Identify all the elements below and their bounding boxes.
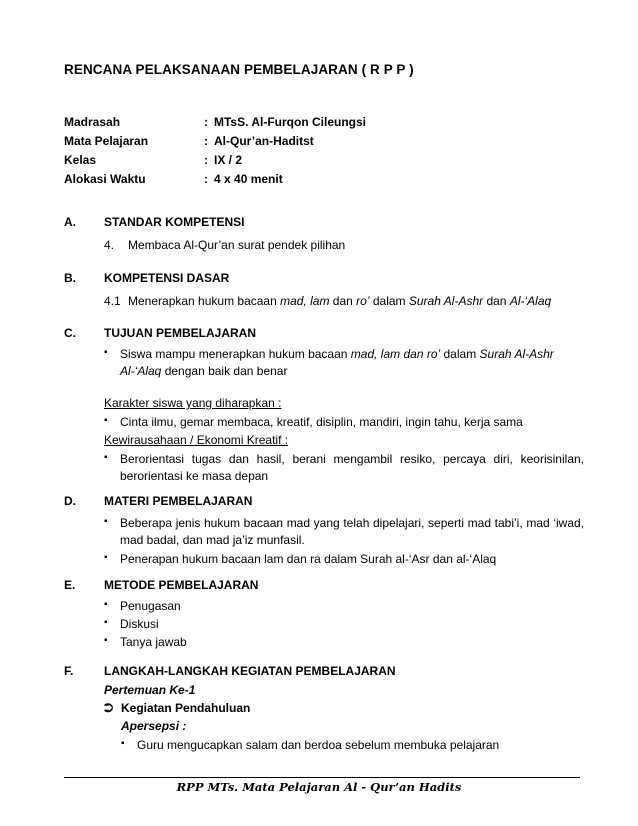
bullet-icon: ▪ (104, 635, 108, 646)
info-label: Mata Pelajaran (64, 134, 149, 148)
metode-text: Penugasan (120, 599, 181, 613)
info-separator: : (204, 134, 208, 148)
pertemuan-label: Pertemuan Ke-1 (104, 683, 196, 697)
item-text: dalam (369, 294, 409, 308)
info-table (64, 115, 366, 191)
info-row-kelas (64, 153, 366, 172)
info-row-mata-pelajaran (64, 134, 366, 153)
section-title: METODE PEMBELAJARAN (104, 578, 259, 592)
item-text: Menerapkan hukum bacaan (128, 294, 281, 308)
goal-text-italic: Al-‘Alaq (120, 364, 162, 378)
apersepsi-block (121, 719, 584, 754)
goal-text-part: dengan baik dan benar (161, 364, 288, 378)
bullet-icon: ▪ (104, 452, 108, 463)
info-separator: : (204, 115, 208, 129)
info-label: Kelas (64, 153, 97, 167)
info-row-alokasi-waktu (64, 172, 366, 191)
section-number: C. (64, 326, 76, 340)
section-title: MATERI PEMBELAJARAN (104, 494, 253, 508)
item-text-italic: Surah Al-Ashr (408, 294, 484, 308)
section-a-item (104, 238, 584, 256)
section-c-body (104, 346, 584, 485)
item-text: dan (483, 294, 510, 308)
section-number: A. (64, 215, 76, 229)
materi-text: Penerapan hukum bacaan lam dan ra dalam Surah al-‘Asr dan al-‘Alaq (120, 552, 497, 566)
goal-text (120, 346, 584, 380)
section-heading (64, 326, 584, 344)
section-b (64, 271, 584, 312)
apersepsi-label: Apersepsi : (121, 719, 187, 733)
metode-item (104, 598, 584, 615)
bullet-icon: ▪ (104, 599, 108, 610)
apersepsi-text: Guru mengucapkan salam dan berdoa sebelum membuka pelajaran (137, 738, 500, 752)
metode-item (104, 634, 584, 651)
bullet-icon: ▪ (104, 347, 108, 358)
section-heading (64, 271, 584, 289)
bullet-icon: ▪ (121, 738, 125, 749)
document-title: RENCANA PELAKSANAAN PEMBELAJARAN ( R P P ) (64, 62, 414, 77)
section-title: LANGKAH-LANGKAH KEGIATAN PEMBELAJARAN (104, 664, 396, 678)
item-text-italic: mad, lam (280, 294, 330, 308)
item-text: Membaca Al-Qur’an surat pendek pilihan (128, 238, 346, 252)
page-footer: RPP MTs. Mata Pelajaran Al - Qur’an Hadits (176, 780, 462, 794)
bullet-icon: ▪ (104, 415, 108, 426)
info-separator: : (204, 153, 208, 167)
section-f-body (104, 683, 584, 754)
metode-item (104, 616, 584, 633)
materi-item (104, 515, 584, 549)
section-d-body (104, 515, 584, 568)
bullet-icon: ▪ (104, 617, 108, 628)
kewirausahaan-item (104, 451, 584, 485)
goal-text-part: Siswa mampu menerapkan hukum bacaan (120, 347, 351, 361)
info-label: Alokasi Waktu (64, 172, 146, 186)
section-c (64, 326, 584, 485)
kegiatan-heading (104, 701, 584, 719)
kewirausahaan-text: Berorientasi tugas dan hasil, berani mengambil resiko, percaya diri, keorisinilan, berorientasi ke masa depan (120, 452, 584, 483)
goal-item (104, 346, 584, 380)
info-value: Al-Qur’an-Haditst (214, 134, 314, 148)
info-value: MTsS. Al-Furqon Cileungsi (214, 115, 366, 129)
info-label: Madrasah (64, 115, 121, 129)
metode-text: Diskusi (120, 617, 159, 631)
bullet-icon: ▪ (104, 516, 108, 527)
section-e (64, 578, 584, 651)
karakter-label: Karakter siswa yang diharapkan : (104, 396, 282, 410)
section-title: KOMPETENSI DASAR (104, 271, 230, 285)
item-text: dan (329, 294, 357, 308)
kewirausahaan-label: Kewirausahaan / Ekonomi Kreatif : (104, 433, 289, 447)
info-row-madrasah (64, 115, 366, 134)
karakter-text: Cinta ilmu, gemar membaca, kreatif, disiplin, mandiri, ingin tahu, kerja sama (120, 415, 523, 429)
bullet-icon: ▪ (104, 552, 108, 563)
goal-text-italic: Surah Al-Ashr (479, 347, 554, 361)
section-number: B. (64, 271, 76, 285)
footer-divider (64, 777, 580, 778)
section-heading (64, 215, 584, 233)
section-number: E. (64, 578, 76, 592)
arrow-right-icon: ⮊ (104, 701, 114, 715)
item-number: 4.1 (104, 294, 121, 308)
item-text-italic: Al-‘Alaq (509, 294, 552, 308)
section-heading (64, 578, 584, 596)
section-title: TUJUAN PEMBELAJARAN (104, 326, 257, 340)
section-title: STANDAR KOMPETENSI (104, 215, 245, 229)
section-number: F. (64, 664, 74, 678)
section-d (64, 494, 584, 568)
materi-item (104, 551, 584, 568)
info-value: IX / 2 (214, 153, 243, 167)
item-number: 4. (104, 238, 115, 252)
goal-text-part: dalam (440, 347, 480, 361)
section-f (64, 664, 584, 754)
metode-text: Tanya jawab (120, 635, 187, 649)
materi-text: Beberapa jenis hukum bacaan mad yang telah dipelajari, seperti mad tabi’i, mad ‘iwad, mad badal, dan mad ja’iz munfasil. (120, 516, 584, 547)
section-heading (64, 494, 584, 512)
section-e-body (104, 598, 584, 651)
section-number: D. (64, 494, 76, 508)
info-separator: : (204, 172, 208, 186)
section-heading (64, 664, 584, 682)
goal-text-italic: mad, lam dan ro’ (350, 347, 441, 361)
info-value: 4 x 40 menit (214, 172, 283, 186)
apersepsi-item (121, 737, 584, 754)
item-text-italic: ro’ (356, 294, 370, 308)
section-b-item (104, 294, 584, 312)
section-a (64, 215, 584, 256)
kegiatan-label: Kegiatan Pendahuluan (121, 701, 251, 715)
karakter-item (104, 414, 584, 431)
